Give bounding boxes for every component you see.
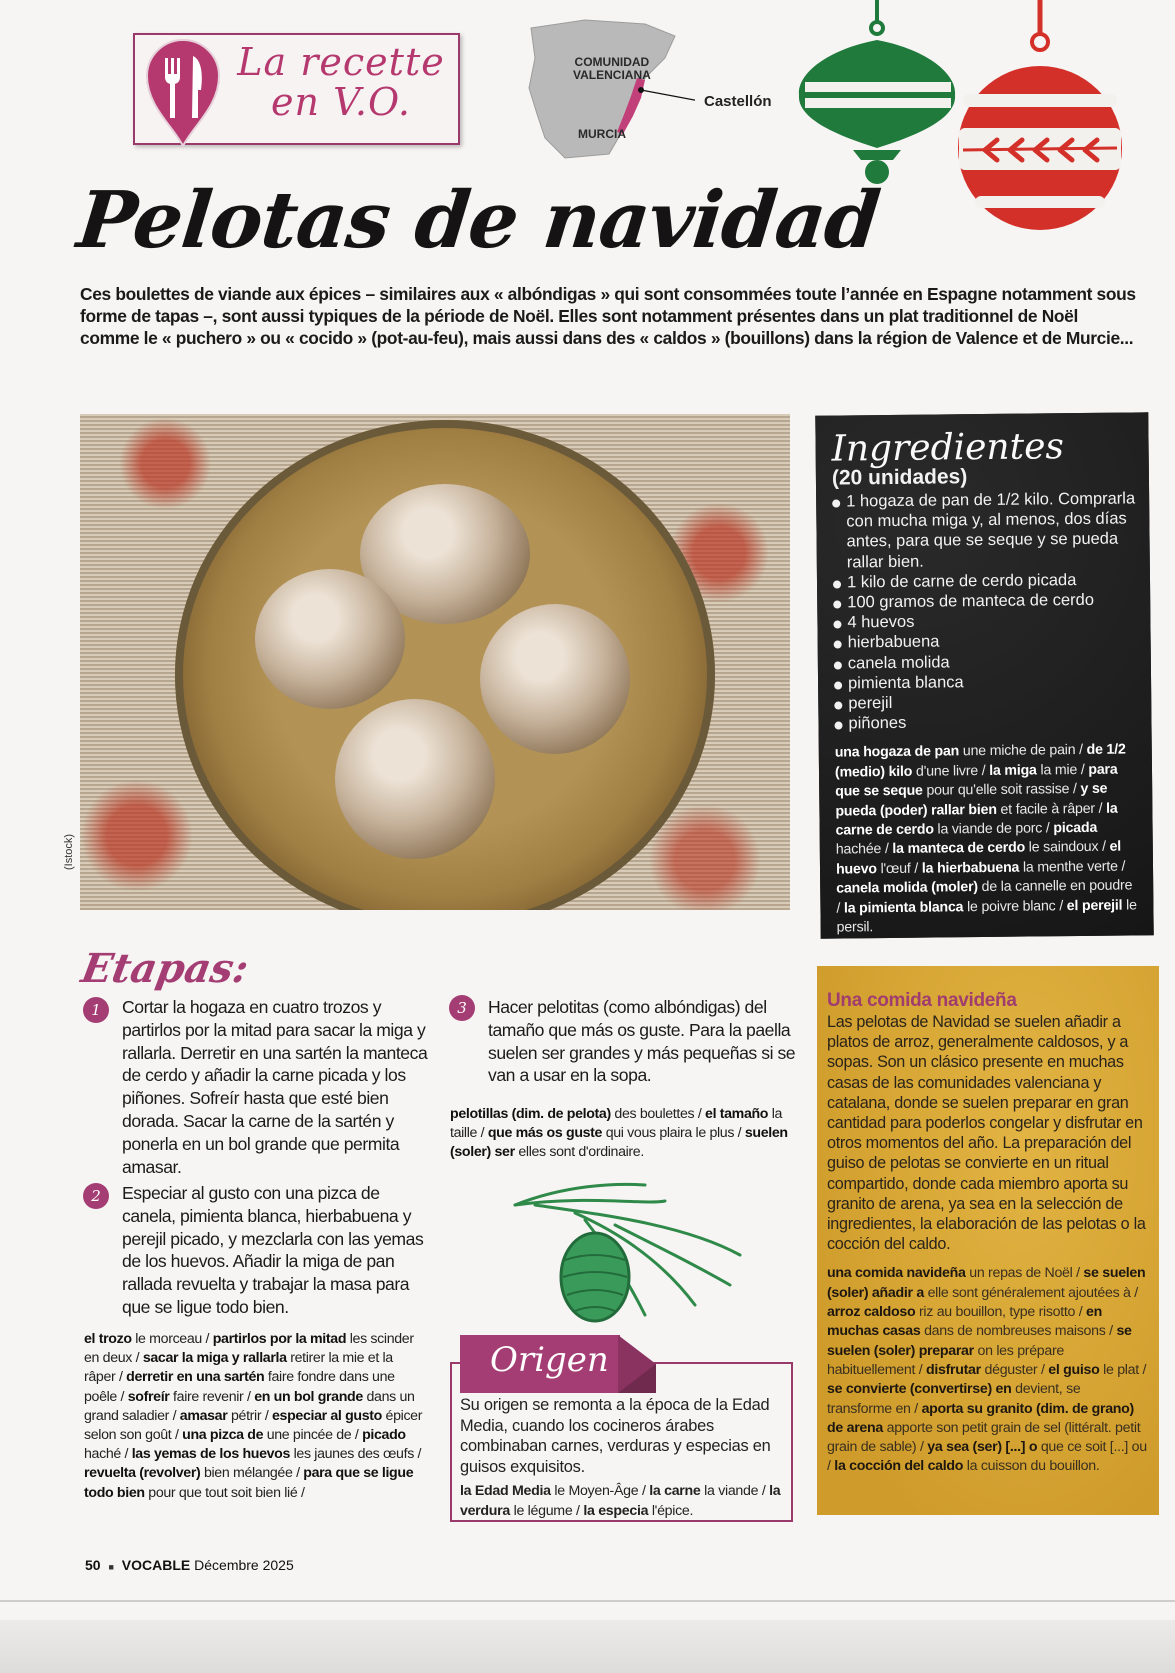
vocab-translation: la cuisson du bouillon.: [963, 1458, 1100, 1475]
origen-title: Origen: [490, 1340, 609, 1380]
vocab-translation: devient, se transforme en /: [827, 1381, 1081, 1417]
steps-vocabulary: [84, 1330, 424, 1503]
meatballs-photo: [80, 414, 790, 910]
section-badge-line-2: en V.O.: [271, 80, 411, 124]
vocab-translation: retirer la mie et la râper /: [84, 1350, 393, 1386]
footer-separator: ■: [108, 1562, 114, 1572]
vocab-translation: pour que tout soit bien lié /: [144, 1484, 305, 1501]
step-number-badge: 2: [83, 1183, 109, 1209]
vocab-translation: haché /: [84, 1446, 132, 1463]
vocab-term: una pizca de: [182, 1427, 264, 1444]
vocab-term: y se pueda (poder) rallar bien: [835, 780, 1108, 820]
vocab-term: la pimienta blanca: [843, 898, 964, 917]
vocab-translation: le plat /: [1099, 1361, 1147, 1378]
vocab-translation: la viande /: [700, 1483, 770, 1499]
vocab-translation: un repas de Noël /: [965, 1265, 1084, 1282]
vocab-term: se convierte (convertirse) en: [827, 1381, 1012, 1398]
vocab-term: la hierbabuena: [921, 859, 1020, 877]
ingredient-item: 1 kilo de carne de cerdo picada: [833, 569, 1136, 592]
vocab-term: que más os guste: [487, 1125, 603, 1142]
vocab-translation: pétrir /: [227, 1407, 272, 1424]
vocab-term: la verdura: [460, 1483, 781, 1519]
vocab-translation: apporte son petit grain de sel (littéralt. petit grain de sable) /: [827, 1419, 1141, 1456]
ingredient-item: perejil: [834, 690, 1137, 713]
vocab-term: aporta su granito (dim. de grano) de arena: [827, 1400, 1134, 1436]
step-2-text: Especiar al gusto con una pizca de canela, pimienta blanca, hierbabuena y perejil picado, y mezclarla con las yemas de los huevos. Añadir la miga de pan rallada revuelta y trabajar la masa para que se ligue todo bien.: [122, 1183, 424, 1317]
step-number-badge: 3: [449, 995, 475, 1021]
vocab-translation: elle sont généralement ajoutées à /: [923, 1284, 1138, 1301]
vocab-translation: dans un grand saladier /: [84, 1388, 415, 1424]
map-city-castellon: Castellón: [704, 93, 772, 110]
vocab-translation: le saindoux /: [1024, 839, 1110, 857]
spain-map: [525, 18, 695, 163]
vocab-translation: on les prépare habituellement /: [827, 1342, 1065, 1378]
vocab-term: la Edad Media: [460, 1483, 551, 1499]
scan-margin: [0, 1620, 1175, 1673]
vocab-translation: épicer selon son goût /: [84, 1407, 423, 1444]
fork-knife-pin-icon: [143, 38, 223, 148]
vocab-translation: le poivre blanc /: [963, 897, 1067, 915]
meatball: [335, 699, 495, 859]
vocab-term: ya sea (ser) [...] o: [927, 1439, 1038, 1456]
photo-credit: (Istock): [63, 833, 75, 870]
vocab-translation: l'œuf /: [876, 860, 922, 878]
vocab-term: partirlos por la mitad: [212, 1331, 347, 1347]
vocab-translation: la viande de porc /: [933, 820, 1054, 838]
vocab-term: la cocción del caldo: [834, 1458, 964, 1475]
vocab-translation: qui vous plaira le plus /: [602, 1125, 745, 1142]
step-3-vocabulary: [450, 1105, 795, 1163]
vocab-translation: une pincée de /: [263, 1427, 363, 1444]
magazine-name: VOCABLE: [121, 1557, 191, 1573]
vocab-term: el perejil: [1066, 897, 1123, 914]
vocab-term: la manteca de cerdo: [892, 840, 1026, 858]
page-number: 50: [85, 1557, 101, 1573]
comida-text: Las pelotas de Navidad se suelen añadir a platos de arroz, generalmente caldosos, y a sopas. Son un clásico presente en muchas casas de las comunidades valenciana y catalana, donde se suelen preparar en gran cantidad para poderlos congelar y disfrutar en otros momentos del año. La preparación del guiso de pelotas se convierte en un ritual compartido, donde cada miembro aporta su granito de arena, ya sea en la selección de ingredientes, la elaboración de las pelotas o la cocción del caldo.: [827, 1013, 1146, 1254]
vocab-term: en un bol grande: [254, 1388, 363, 1405]
vocab-term: la especia: [583, 1502, 649, 1519]
vocab-translation: le Moyen-Âge /: [550, 1483, 650, 1499]
vocab-term: pelotillas (dim. de pelota): [450, 1106, 611, 1122]
vocab-translation: des boulettes /: [610, 1106, 706, 1122]
ingredients-list: [832, 488, 1138, 734]
vocab-translation: faire revenir /: [169, 1388, 255, 1405]
vocab-translation: les scinder en deux /: [84, 1331, 414, 1367]
vocab-term: el huevo: [835, 839, 1122, 878]
vocab-term: las yemas de los huevos: [131, 1446, 291, 1463]
vocab-term: la carne: [649, 1483, 701, 1499]
vocab-translation: dans de nombreuses maisons /: [920, 1323, 1117, 1340]
vocab-translation: pour qu'elle soit rassise /: [922, 781, 1081, 799]
vocab-term: sacar la miga y rallarla: [142, 1350, 287, 1367]
ingredient-item: canela molida: [834, 650, 1137, 673]
page-title: Pelotas de navidad: [73, 175, 884, 266]
ingredient-item: 1 hogaza de pan de 1/2 kilo. Comprarla con mucha miga y, al menos, dos días antes, para que se seque y se pueda rallar bien.: [832, 488, 1136, 572]
ingredients-subtitle: (20 unidades): [831, 465, 968, 490]
vocab-translation: bien mélangée /: [200, 1465, 304, 1482]
vocab-translation: la menthe verte /: [1019, 858, 1126, 876]
vocab-term: el trozo: [84, 1331, 132, 1347]
vocab-translation: une miche de pain /: [959, 742, 1087, 760]
comida-navidena-box: [817, 966, 1159, 1515]
vocab-translation: d'une livre /: [912, 762, 990, 780]
ingredient-item: hierbabuena: [834, 630, 1137, 653]
vocab-translation: la mie /: [1036, 761, 1089, 779]
vocab-term: de 1/2 (medio) kilo: [834, 741, 1126, 781]
map-label-line-1: COMUNIDAD: [574, 55, 650, 69]
vocab-term: para que se seque: [835, 761, 1118, 800]
meatball: [480, 604, 630, 754]
vocab-term: para que se ligue todo bien: [84, 1465, 414, 1501]
intro-paragraph: Ces boulettes de viande aux épices – similaires aux « albóndigas » qui sont consommées toute l’année en Espagne notamment sous forme de tapas –, sont aussi typiques de la période de Noël. Elles sont notamment présentes dans un plat traditionnel de Noël comme le « puchero » ou « cocido » (pot-au-feu), mais aussi dans des « caldos » (bouillons) dans la région de Valence et de Murcie...: [80, 284, 1136, 348]
vocab-term: se suelen (soler) añadir a: [827, 1265, 1146, 1301]
red-ornament-icon: [958, 0, 1122, 230]
vocab-term: picada: [1053, 819, 1098, 837]
vocab-term: el tamaño: [705, 1106, 769, 1122]
page-edge-rule: [0, 1600, 1175, 1602]
section-badge-line-1: La recette: [237, 40, 445, 84]
issue-date: Décembre 2025: [194, 1557, 294, 1573]
steps-title: Etapas:: [77, 945, 253, 992]
page-footer: [85, 1557, 294, 1573]
vocab-translation: riz au bouillon, type risotto /: [915, 1304, 1087, 1321]
vocab-term: disfrutar: [926, 1361, 981, 1378]
vocab-term: la carne de cerdo: [835, 800, 1118, 839]
map-label-murcia: MURCIA: [578, 127, 626, 141]
comida-title: Una comida navideña: [827, 990, 1017, 1011]
vocab-translation: l'épice.: [648, 1502, 694, 1519]
vocab-term: el guiso: [1048, 1361, 1100, 1378]
section-badge-title: [236, 42, 446, 122]
vocab-translation: le légume /: [509, 1502, 584, 1519]
ingredient-item: pimienta blanca: [834, 670, 1137, 693]
vocab-translation: que ce soit [...] ou /: [827, 1439, 1147, 1475]
vocab-translation: le persil.: [836, 897, 1137, 936]
ingredient-item: 4 huevos: [833, 610, 1136, 633]
vocab-term: amasar: [179, 1407, 228, 1424]
map-label-comunidad-valenciana: [573, 56, 651, 82]
map-label-line-2: VALENCIANA: [573, 68, 651, 82]
origen-text: Su origen se remonta a la época de la Edad Media, cuando los cocineros árabes combinaban carnes, verduras y especias en guisos exquisitos.: [460, 1396, 771, 1476]
vocab-term: sofreír: [127, 1388, 170, 1405]
vocab-term: revuelta (revolver): [84, 1465, 201, 1482]
ingredient-item: piñones: [834, 711, 1137, 734]
vocab-term: especiar al gusto: [272, 1407, 382, 1424]
vocab-translation: déguster /: [980, 1361, 1049, 1378]
meatball: [255, 569, 405, 709]
vocab-term: la miga: [989, 762, 1037, 779]
vocab-translation: les jaunes des œufs /: [290, 1446, 422, 1463]
vocab-translation: la taille /: [450, 1106, 783, 1142]
step-3-text: Hacer pelotitas (como albóndigas) del tamaño que más os guste. Para la paella suelen ser grandes y más pequeñas si se van a usar en la sopa.: [488, 997, 796, 1086]
vocab-term: canela molida (moler): [836, 879, 978, 897]
vocab-term: suelen (soler) ser: [450, 1125, 788, 1161]
ingredients-box: [815, 412, 1153, 938]
origen-vocabulary: [460, 1482, 790, 1521]
vocab-term: picado: [362, 1427, 406, 1444]
vocab-term: una comida navideña: [827, 1265, 966, 1282]
vocab-term: arroz caldoso: [827, 1304, 916, 1321]
vocab-translation: hachée /: [835, 841, 893, 859]
step-number-badge: 1: [83, 997, 109, 1023]
vocab-translation: de la cannelle en poudre /: [836, 877, 1133, 917]
comida-vocabulary: [827, 1264, 1147, 1476]
ingredients-vocabulary: [835, 741, 1140, 938]
ingredient-item: 100 gramos de manteca de cerdo: [833, 589, 1136, 612]
vocab-term: derretir en una sartén: [126, 1369, 265, 1386]
origen-tab-fold: [618, 1335, 656, 1393]
vocab-translation: et facile à râper /: [996, 800, 1107, 818]
ingredients-title: Ingredientes: [831, 426, 1065, 470]
vocab-term: se suelen (soler) preparar: [827, 1323, 1132, 1359]
vocab-term: en muchas casas: [827, 1304, 1103, 1340]
green-ornament-icon: [799, 0, 955, 184]
vocab-term: una hogaza de pan: [834, 743, 960, 762]
vocab-translation: faire fondre dans une poêle /: [84, 1369, 395, 1405]
step-1-text: Cortar la hogaza en cuatro trozos y partirlos por la mitad para sacar la miga y rallarla. Derretir en una sartén la manteca de cerdo y añadir la carne picada y los piñones. Sofreír hasta que esté bien dorada. Sacar la carne de la sartén y ponerla en un bol grande que permita amasar.: [122, 997, 428, 1177]
pine-branch-illustration: [495, 1165, 755, 1325]
vocab-translation: elles sont d'ordinaire.: [514, 1144, 644, 1161]
vocab-translation: le morceau /: [131, 1331, 213, 1347]
